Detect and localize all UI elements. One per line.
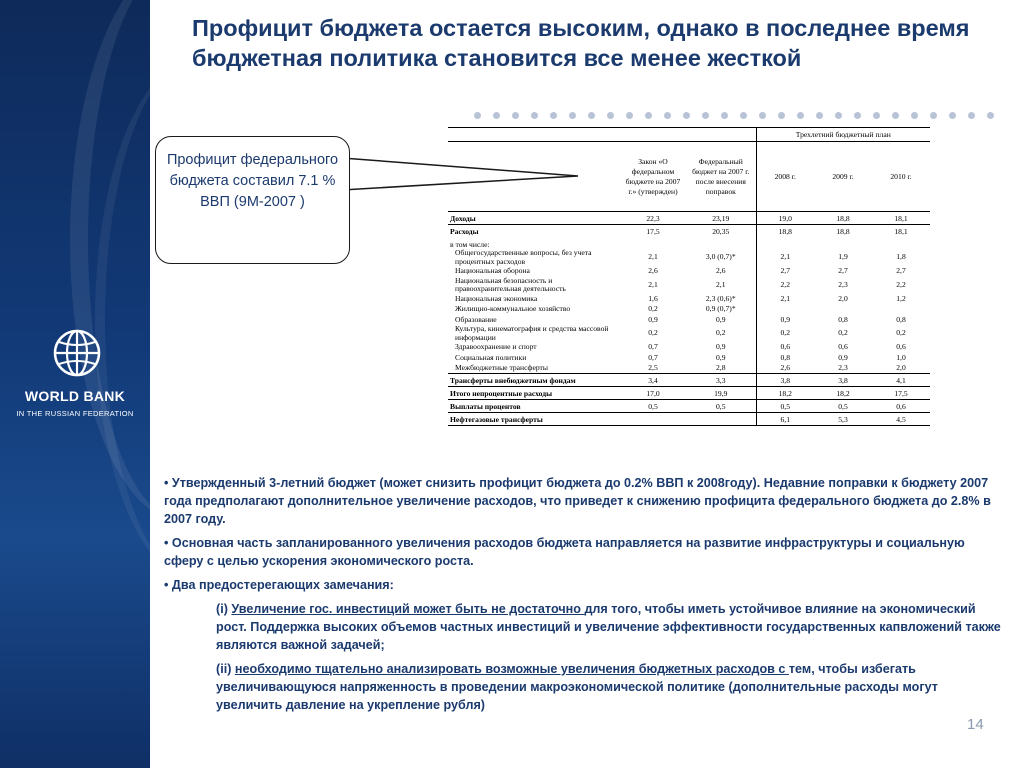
row-value: 2,1 <box>648 279 658 289</box>
row-value: 19,9 <box>686 387 756 400</box>
row-value: 0,7 <box>648 342 658 351</box>
page-number: 14 <box>967 716 984 733</box>
column-header: 2010 г. <box>872 142 930 212</box>
row-value: 0,9 <box>716 342 726 351</box>
row-value: 1,8 <box>896 252 906 262</box>
budget-table <box>448 127 930 426</box>
plan-header: Трехлетний бюджетный план <box>756 128 930 142</box>
row-value: 18,8 <box>814 225 872 238</box>
decorative-dot <box>911 112 918 119</box>
row-value: 2,6 <box>648 266 658 275</box>
row-value: 2,1 <box>756 294 814 305</box>
row-label: Культура, кинематография и средства массовой информации <box>455 324 609 342</box>
row-value: 18,8 <box>756 225 814 238</box>
row-value: 0,2 <box>756 325 814 342</box>
row-value: 0,2 <box>896 328 906 338</box>
row-value: 1,2 <box>896 293 906 303</box>
row-value: 0,5 <box>814 400 872 413</box>
row-value: 0,6 <box>756 342 814 353</box>
row-value: 0,2 <box>648 328 658 338</box>
row-value: 2,3 (0,6)* <box>705 293 736 303</box>
row-value: 2,7 <box>896 266 906 275</box>
row-value: 4,5 <box>872 413 930 426</box>
row-value <box>872 304 930 315</box>
empty-cell <box>814 238 872 250</box>
row-label: Итого непроцентные расходы <box>448 387 620 400</box>
row-value: 0,9 <box>838 352 848 362</box>
slide-body <box>164 474 1004 720</box>
row-value: 17,5 <box>872 387 930 400</box>
row-value: 4,1 <box>872 374 930 387</box>
row-value: 0,9 <box>716 352 726 362</box>
row-label: Расходы <box>448 225 620 238</box>
row-value: 2,3 <box>838 279 848 289</box>
decorative-dot <box>721 112 728 119</box>
row-value: 2,1 <box>756 249 814 266</box>
remark-one-prefix: (i) <box>216 602 232 616</box>
row-value: 0,8 <box>838 314 848 324</box>
row-label: Нефтегазовые трансферты <box>448 413 620 426</box>
row-value: 2,6 <box>716 266 726 275</box>
row-value: 0,8 <box>756 353 814 364</box>
row-value: 2,2 <box>896 279 906 289</box>
decorative-dot <box>949 112 956 119</box>
decorative-dot <box>759 112 766 119</box>
row-value: 0,8 <box>896 314 906 324</box>
decorative-dot <box>702 112 709 119</box>
row-label: Здравоохранение и спорт <box>455 342 537 351</box>
row-value: 17,5 <box>620 225 686 238</box>
row-value: 0,9 (0,7)* <box>705 304 736 313</box>
row-value: 2,0 <box>838 293 848 303</box>
decorative-dot <box>664 112 671 119</box>
table-row <box>448 304 930 315</box>
table-row <box>448 374 930 387</box>
remark-one <box>164 600 1004 654</box>
row-value: 0,2 <box>716 328 726 338</box>
row-label: Межбюджетные трансферты <box>455 362 548 372</box>
row-value: 1,6 <box>648 293 658 303</box>
row-value: 2,0 <box>896 362 906 372</box>
including-label: в том числе: <box>450 239 490 249</box>
remark-two <box>164 660 1004 714</box>
row-value: 18,2 <box>814 387 872 400</box>
decorative-dot <box>987 112 994 119</box>
remark-one-text: для того, чтобы иметь устойчивое влияние на экономический рост. Поддержка высоких объемов частных инвестиций и увеличение эффективности государственных капвложений также являются важной задачей; <box>216 602 1001 652</box>
row-label: Выплаты процентов <box>448 400 620 413</box>
row-value: 0,2 <box>648 304 658 313</box>
row-value: 2,3 <box>838 362 848 372</box>
row-value <box>756 304 814 315</box>
row-value: 0,7 <box>648 352 658 362</box>
row-label: Социальная политики <box>455 352 527 362</box>
table-row <box>448 413 930 426</box>
empty-cell <box>756 238 814 250</box>
decorative-dot <box>607 112 614 119</box>
table-row <box>448 400 930 413</box>
row-value: 17,0 <box>620 387 686 400</box>
row-label: Образование <box>455 314 497 324</box>
row-value: 2,5 <box>648 362 658 372</box>
decorative-dot <box>645 112 652 119</box>
row-value: 0,6 <box>896 342 906 351</box>
decorative-dot <box>968 112 975 119</box>
world-bank-globe-icon <box>52 328 102 378</box>
row-value: 1,9 <box>838 252 848 262</box>
table-row <box>448 363 930 374</box>
row-value: 5,3 <box>814 413 872 426</box>
decorative-dot <box>493 112 500 119</box>
column-header: 2009 г. <box>814 142 872 212</box>
row-value: 3,8 <box>814 374 872 387</box>
row-value: 0,9 <box>756 315 814 326</box>
row-value: 3,8 <box>756 374 814 387</box>
table-row <box>448 294 930 305</box>
row-value: 0,5 <box>620 400 686 413</box>
row-value: 18,1 <box>872 225 930 238</box>
row-value <box>814 304 872 315</box>
row-value: 2,7 <box>756 266 814 277</box>
remark-two-text: тем, чтобы избегать увеличивающуюся напряженность в проведении макроэкономической политике (дополнительные расходы могут увеличить давление на укрепление рубля) <box>216 662 938 712</box>
decorative-dot <box>778 112 785 119</box>
brand-name: WORLD BANK <box>24 388 126 404</box>
row-label: Национальная экономика <box>455 293 538 303</box>
decorative-dot <box>550 112 557 119</box>
decorative-dot <box>512 112 519 119</box>
remark-two-underlined: необходимо тщательно анализировать возможные увеличения бюджетных расходов с <box>234 662 789 676</box>
row-value: 22,3 <box>620 212 686 225</box>
row-value: 2,8 <box>716 362 726 372</box>
row-value: 3,3 <box>686 374 756 387</box>
row-label: Национальная оборона <box>455 266 530 275</box>
bullet-cautionary-remarks: • Два предостерегающих замечания: <box>164 578 394 592</box>
row-value: 2,6 <box>756 363 814 374</box>
row-value: 2,7 <box>838 266 848 275</box>
decorative-dot <box>854 112 861 119</box>
decorative-dot <box>588 112 595 119</box>
empty-cell <box>620 238 686 250</box>
table-row <box>448 353 930 364</box>
decorative-dot <box>531 112 538 119</box>
decorative-dot <box>835 112 842 119</box>
row-value: 0,5 <box>756 400 814 413</box>
empty-cell <box>686 238 756 250</box>
row-value: 0,2 <box>838 328 848 338</box>
row-value: 19,0 <box>756 212 814 225</box>
decorative-dot <box>626 112 633 119</box>
column-header: 2008 г. <box>756 142 814 212</box>
decorative-dot <box>740 112 747 119</box>
table-row <box>448 325 930 342</box>
row-label: Трансферты внебюджетным фондам <box>448 374 620 387</box>
column-header: Федеральный бюджет на 2007 г. после внесения поправок <box>686 142 756 212</box>
row-value: 0,6 <box>838 342 848 351</box>
decorative-dot <box>930 112 937 119</box>
surplus-callout: Профицит федерального бюджета составил 7.1 % ВВП (9М-2007 ) <box>155 136 350 264</box>
row-value: 2,1 <box>716 279 726 289</box>
row-value: 2,2 <box>756 277 814 294</box>
row-value: 20,35 <box>686 225 756 238</box>
bullet-approved-budget: • Утвержденный 3-летний бюджет (может снизить профицит бюджета до 0.2% ВВП к 2008году). Недавние поправки к бюджету 2007 года предполагают дополнительное увеличение расходов, что приведет к снижению профицита федерального бюджета до 2.8% в 2007 году. <box>164 476 991 526</box>
row-value: 2,1 <box>648 252 658 262</box>
table-row <box>448 249 930 266</box>
table-row <box>448 212 930 225</box>
row-label: Жилищно-коммунальное хозяйство <box>455 304 571 313</box>
remark-one-underlined: Увеличение гос. инвестиций может быть не достаточно <box>231 602 585 616</box>
decorative-dot <box>873 112 880 119</box>
row-value: 0,9 <box>716 314 726 324</box>
decorative-dot <box>683 112 690 119</box>
decorative-dot <box>569 112 576 119</box>
row-value: 6,1 <box>756 413 814 426</box>
row-value: 18,1 <box>872 212 930 225</box>
row-value: 0,9 <box>648 314 658 324</box>
row-value: 3,0 (0,7)* <box>705 252 736 262</box>
slide-title: Профицит бюджета остается высоким, однако в последнее время бюджетная политика становится все менее жесткой <box>192 15 970 71</box>
table-row <box>448 225 930 238</box>
brand-subtitle: IN THE RUSSIAN FEDERATION <box>16 409 134 418</box>
brand-sidebar <box>0 0 150 768</box>
decorative-dot <box>816 112 823 119</box>
row-value: 3,4 <box>620 374 686 387</box>
row-value: 18,8 <box>814 212 872 225</box>
row-value <box>620 413 686 426</box>
bullet-spending-increase: • Основная часть запланированного увеличения расходов бюджета направляется на развитие инфраструктуры и социальную сферу с целью ускорения экономического роста. <box>164 536 965 568</box>
decorative-dot <box>892 112 899 119</box>
row-value: 23,19 <box>686 212 756 225</box>
row-value <box>686 413 756 426</box>
remark-two-prefix: (ii) <box>216 662 235 676</box>
table-row <box>448 387 930 400</box>
row-value: 0,6 <box>872 400 930 413</box>
row-value: 18,2 <box>756 387 814 400</box>
row-value: 0,5 <box>686 400 756 413</box>
decorative-dot <box>797 112 804 119</box>
table-row <box>448 266 930 277</box>
table-row <box>448 277 930 294</box>
table-row <box>448 342 930 353</box>
row-label: Доходы <box>448 212 620 225</box>
row-label: Общегосударственные вопросы, без учета процентных расходов <box>455 248 592 266</box>
column-header: Закон «О федеральном бюджете на 2007 г.» (утвержден) <box>620 142 686 212</box>
row-value: 1,0 <box>896 352 906 362</box>
decorative-dot <box>474 112 481 119</box>
empty-cell <box>872 238 930 250</box>
row-label: Национальная безопасность и правоохранительная деятельность <box>455 275 566 293</box>
